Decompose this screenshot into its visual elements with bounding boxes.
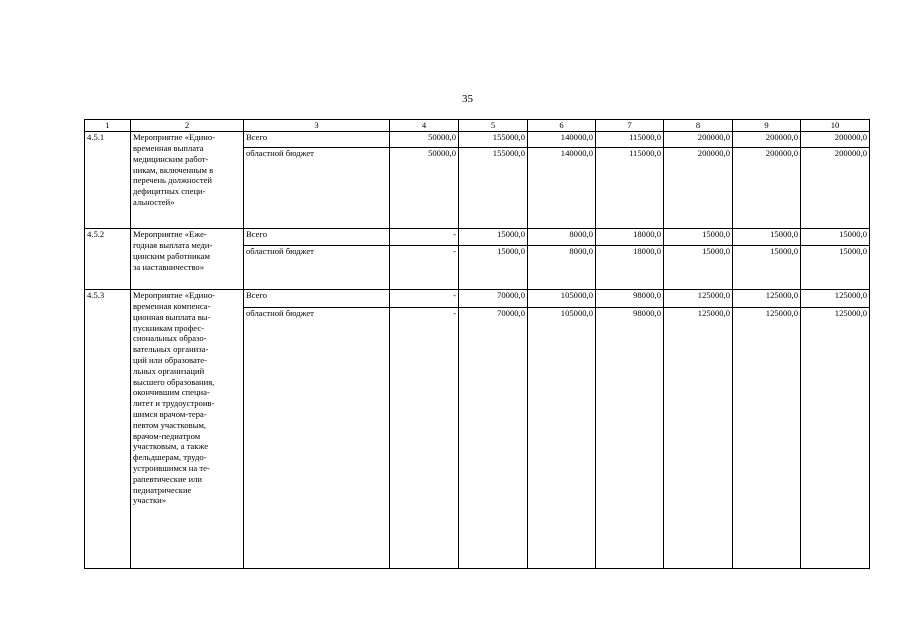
column-header: 6 xyxy=(528,120,596,132)
value-cell: 125000,0 xyxy=(801,290,870,308)
value-cell: 105000,0 xyxy=(528,308,596,569)
value-cell: 125000,0 xyxy=(733,290,801,308)
column-header: 7 xyxy=(596,120,664,132)
value-cell: 115000,0 xyxy=(596,132,664,148)
value-cell: 70000,0 xyxy=(459,290,528,308)
table-row xyxy=(85,132,870,148)
funding-source: областной бюджет xyxy=(244,148,390,229)
value-cell: 155000,0 xyxy=(459,132,528,148)
column-header: 3 xyxy=(244,120,390,132)
value-cell: 8000,0 xyxy=(528,245,596,290)
column-header: 1 xyxy=(85,120,131,132)
value-cell: 50000,0 xyxy=(390,148,459,229)
value-cell: 50000,0 xyxy=(390,132,459,148)
row-code: 4.5.2 xyxy=(85,229,131,290)
value-cell: 15000,0 xyxy=(733,245,801,290)
value-cell: 125000,0 xyxy=(664,290,733,308)
funding-source: областной бюджет xyxy=(244,308,390,569)
funding-source: Всего xyxy=(244,229,390,245)
value-cell: 140000,0 xyxy=(528,148,596,229)
value-cell: 125000,0 xyxy=(801,308,870,569)
value-cell: 200000,0 xyxy=(801,148,870,229)
value-cell: 15000,0 xyxy=(801,245,870,290)
column-header: 9 xyxy=(733,120,801,132)
value-cell: - xyxy=(390,229,459,245)
budget-table xyxy=(84,119,870,569)
value-cell: 200000,0 xyxy=(664,132,733,148)
value-cell: 15000,0 xyxy=(801,229,870,245)
value-cell: 125000,0 xyxy=(664,308,733,569)
value-cell: 200000,0 xyxy=(664,148,733,229)
column-header: 10 xyxy=(801,120,870,132)
value-cell: 200000,0 xyxy=(801,132,870,148)
value-cell: 18000,0 xyxy=(596,245,664,290)
value-cell: 155000,0 xyxy=(459,148,528,229)
value-cell: 140000,0 xyxy=(528,132,596,148)
value-cell: 8000,0 xyxy=(528,229,596,245)
value-cell: 15000,0 xyxy=(733,229,801,245)
value-cell: 98000,0 xyxy=(596,308,664,569)
value-cell: 98000,0 xyxy=(596,290,664,308)
value-cell: 200000,0 xyxy=(733,132,801,148)
table-row xyxy=(85,229,870,245)
value-cell: 15000,0 xyxy=(664,245,733,290)
column-header: 5 xyxy=(459,120,528,132)
column-header: 8 xyxy=(664,120,733,132)
value-cell: 115000,0 xyxy=(596,148,664,229)
page-number: 35 xyxy=(462,93,473,105)
value-cell: 105000,0 xyxy=(528,290,596,308)
header-row xyxy=(85,120,870,132)
value-cell: 200000,0 xyxy=(733,148,801,229)
row-description: Мероприятие «Еже- годная выплата меди- цинским работникам за наставничество» xyxy=(131,229,244,290)
value-cell: 18000,0 xyxy=(596,229,664,245)
value-cell: - xyxy=(390,245,459,290)
column-header: 2 xyxy=(131,120,244,132)
row-description: Мероприятие «Едино- временная компенса- ционная выплата вы- пускникам профес- сиональных образо- вательных организа- ций или образовате- льных организаций высшего образования, окончившим специа- литет и трудоустроив- шимся врачом-тера- певтом участковым, врачом-педиатром участковым, а также фельдшерам, трудо- устроившимся на те- рапевтические или педиатрические участки» xyxy=(131,290,244,569)
funding-source: Всего xyxy=(244,290,390,308)
value-cell: 15000,0 xyxy=(459,245,528,290)
value-cell: 15000,0 xyxy=(459,229,528,245)
value-cell: 125000,0 xyxy=(733,308,801,569)
table-row xyxy=(85,290,870,308)
row-code: 4.5.1 xyxy=(85,132,131,229)
value-cell: - xyxy=(390,308,459,569)
value-cell: - xyxy=(390,290,459,308)
row-code: 4.5.3 xyxy=(85,290,131,569)
funding-source: Всего xyxy=(244,132,390,148)
value-cell: 70000,0 xyxy=(459,308,528,569)
funding-source: областной бюджет xyxy=(244,245,390,290)
value-cell: 15000,0 xyxy=(664,229,733,245)
column-header: 4 xyxy=(390,120,459,132)
row-description: Мероприятие «Едино- временная выплата медицинским работ- никам, включенным в перечень должностей дефицитных специ- альностей» xyxy=(131,132,244,229)
